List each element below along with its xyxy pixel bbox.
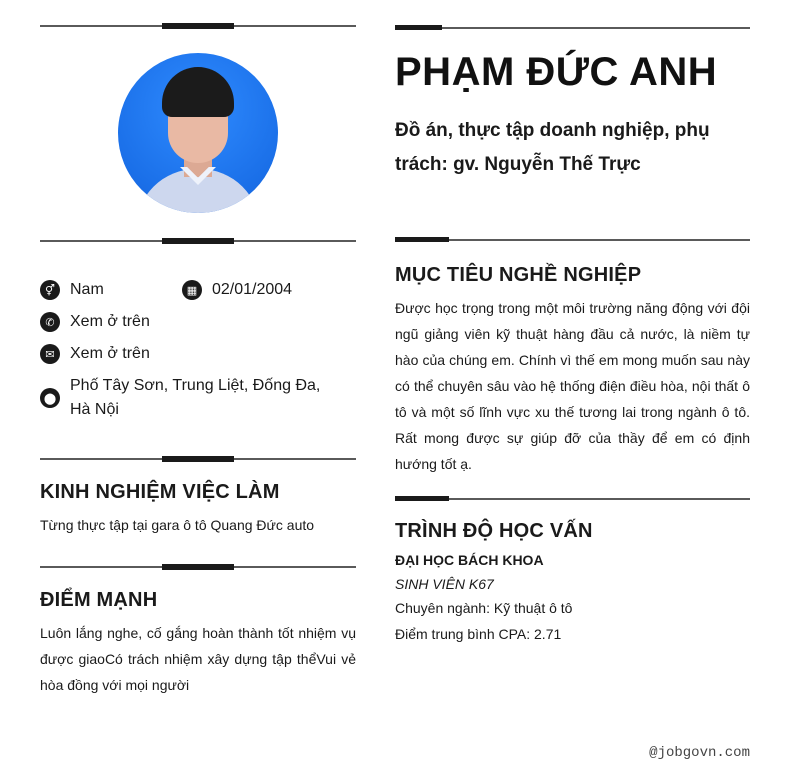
address-value: Phố Tây Sơn, Trung Liệt, Đống Đa, Hà Nội	[70, 377, 321, 418]
education-gpa: Điểm trung bình CPA: 2.71	[395, 626, 562, 642]
birthday-value: 02/01/2004	[212, 281, 293, 298]
avatar	[118, 53, 278, 213]
education-role: SINH VIÊN K67	[395, 576, 494, 592]
address-row	[40, 374, 340, 422]
candidate-subtitle: Đồ án, thực tập doanh nghiệp, phụ trách: gv. Nguyễn Thế Trực	[395, 120, 710, 175]
divider	[40, 563, 356, 571]
birthday-row	[182, 278, 292, 302]
candidate-name: PHẠM ĐỨC ANH	[395, 50, 718, 94]
education-title: TRÌNH ĐỘ HỌC VẤN	[395, 520, 593, 542]
gender-icon: ⚥	[40, 280, 60, 300]
strengths-title: ĐIỂM MẠNH	[40, 589, 158, 611]
objective-text: Được học trọng trong một môi trường năng động với đội ngũ giảng viên kỹ thuật hàng đầu cả nước, là niềm tự hào của chúng em. Chính vì thế em mong muốn sau này có thể chuyên sâu vào hệ thống điện điều hòa, nội thất ô tô và một số lĩnh vực xu thế tương lai trong ngành ô tô. Rất mong được sự giúp đỡ của thầy để em có định hướng tốt ạ.	[395, 300, 750, 472]
divider	[395, 496, 750, 502]
education-major: Chuyên ngành: Kỹ thuật ô tô	[395, 600, 573, 616]
divider	[40, 22, 356, 30]
email-icon: ✉	[40, 344, 60, 364]
gender-value: Nam	[70, 281, 104, 298]
location-icon: ⬤	[40, 388, 60, 408]
education-school: ĐẠI HỌC BÁCH KHOA	[395, 552, 544, 568]
divider	[395, 25, 750, 31]
phone-row	[40, 310, 150, 334]
strengths-text: Luôn lắng nghe, cố gắng hoàn thành tốt nhiệm vụ được giaoCó trách nhiệm xây dựng tập thểVui vẻ hòa đồng với mọi người	[40, 625, 356, 693]
calendar-icon: ▦	[182, 280, 202, 300]
experience-title: KINH NGHIỆM VIỆC LÀM	[40, 481, 280, 503]
divider	[40, 455, 356, 463]
phone-icon: ✆	[40, 312, 60, 332]
gender-row	[40, 278, 104, 302]
experience-text: Từng thực tập tại gara ô tô Quang Đức auto	[40, 517, 315, 533]
watermark: @jobgovn.com	[649, 745, 750, 761]
objective-title: MỤC TIÊU NGHỀ NGHIỆP	[395, 264, 642, 286]
divider	[395, 237, 750, 243]
email-row	[40, 342, 150, 366]
email-value: Xem ở trên	[70, 345, 150, 362]
divider	[40, 237, 356, 245]
phone-value: Xem ở trên	[70, 313, 150, 330]
